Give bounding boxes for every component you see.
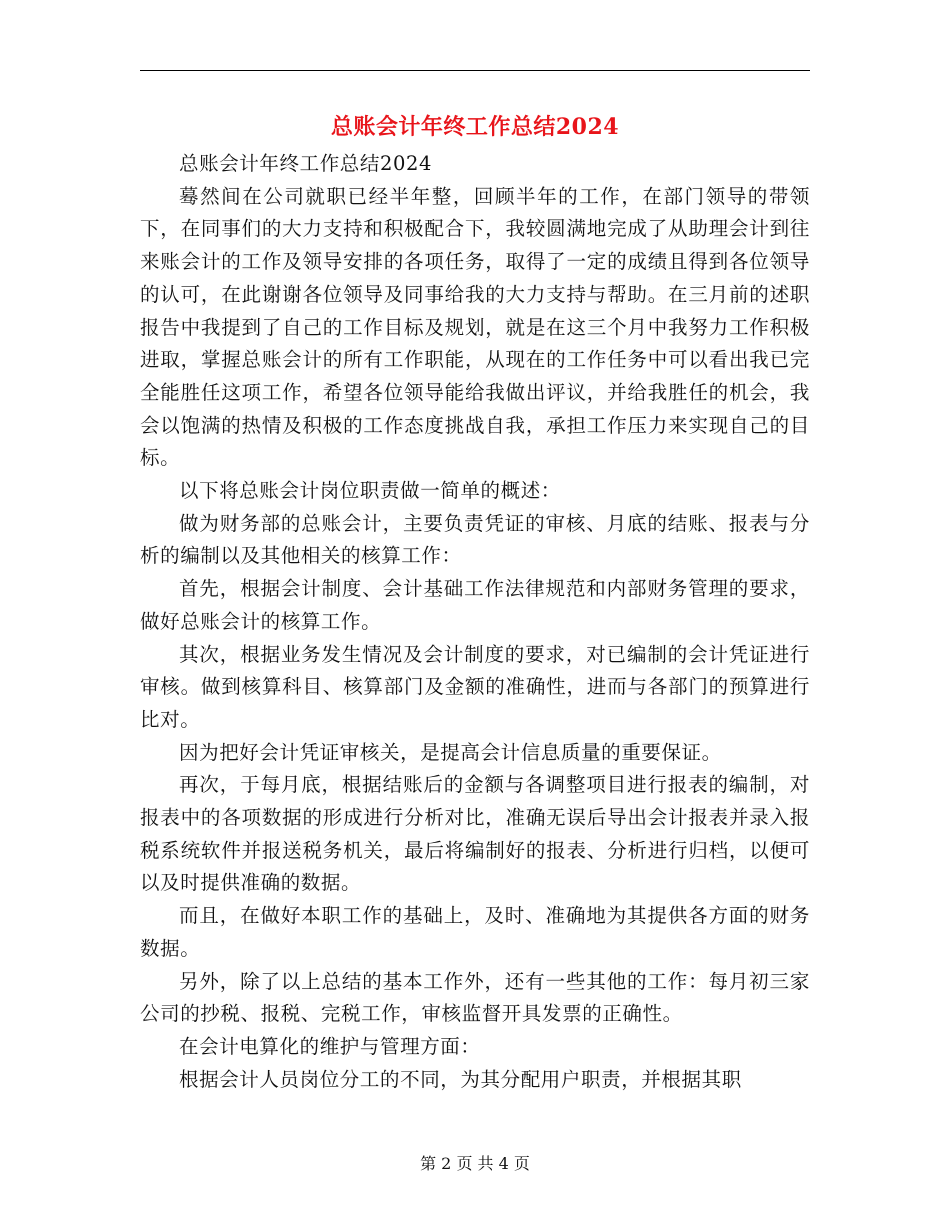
paragraph: 首先，根据会计制度、会计基础工作法律规范和内部财务管理的要求，做好总账会计的核算工作。	[140, 577, 810, 633]
paragraph: 另外，除了以上总结的基本工作外，还有一些其他的工作：每月初三家公司的抄税、报税、完税工作，审核监督开具发票的正确性。	[140, 969, 810, 1026]
paragraph: 以下将总账会计岗位职责做一简单的概述：	[179, 479, 561, 503]
page-footer: 第 2 页 共 4 页	[420, 1154, 530, 1173]
paragraph: 做为财务部的总账会计，主要负责凭证的审核、月底的结账、报表与分析的编制以及其他相关的核算工作：	[140, 511, 810, 568]
paragraph: 因为把好会计凭证审核关，是提高会计信息质量的重要保证。	[179, 740, 722, 764]
paragraph: 再次，于每月底，根据结账后的金额与各调整项目进行报表的编制，对报表中的各项数据的形成进行分析对比，准确无误后导出会计报表并录入报税系统软件并报送税务机关，最后将编制好的报表、分析进行归档，以便可以及时提供准确的数据。	[140, 773, 810, 895]
paragraph: 在会计电算化的维护与管理方面：	[179, 1034, 481, 1058]
paragraph: 根据会计人员岗位分工的不同，为其分配用户职责，并根据其职	[179, 1067, 742, 1091]
document-title: 总账会计年终工作总结2024	[330, 114, 620, 140]
paragraph: 而且，在做好本职工作的基础上，及时、准确地为其提供各方面的财务数据。	[140, 904, 810, 960]
paragraph: 蓦然间在公司就职已经半年整，回顾半年的工作，在部门领导的带领下，在同事们的大力支持和积极配合下，我较圆满地完成了从助理会计到往来账会计的工作及领导安排的各项任务，取得了一定的成绩且得到各位领导的认可，在此谢谢各位领导及同事给我的大力支持与帮助。在三月前的述职报告中我提到了自己的工作目标及规划，就是在这三个月中我努力工作积极进取，掌握总账会计的所有工作职能，从现在的工作任务中可以看出我已完全能胜任这项工作，希望各位领导能给我做出评议，并给我胜任的机会，我会以饱满的热情及积极的工作态度挑战自我，承担工作压力来实现自己的目标。	[140, 184, 810, 470]
header-rule	[140, 70, 810, 71]
document-body	[140, 148, 810, 1096]
paragraph: 总账会计年终工作总结2024	[179, 152, 433, 175]
paragraph: 其次，根据业务发生情况及会计制度的要求，对已编制的会计凭证进行审核。做到核算科目、核算部门及金额的准确性，进而与各部门的预算进行比对。	[140, 642, 810, 731]
